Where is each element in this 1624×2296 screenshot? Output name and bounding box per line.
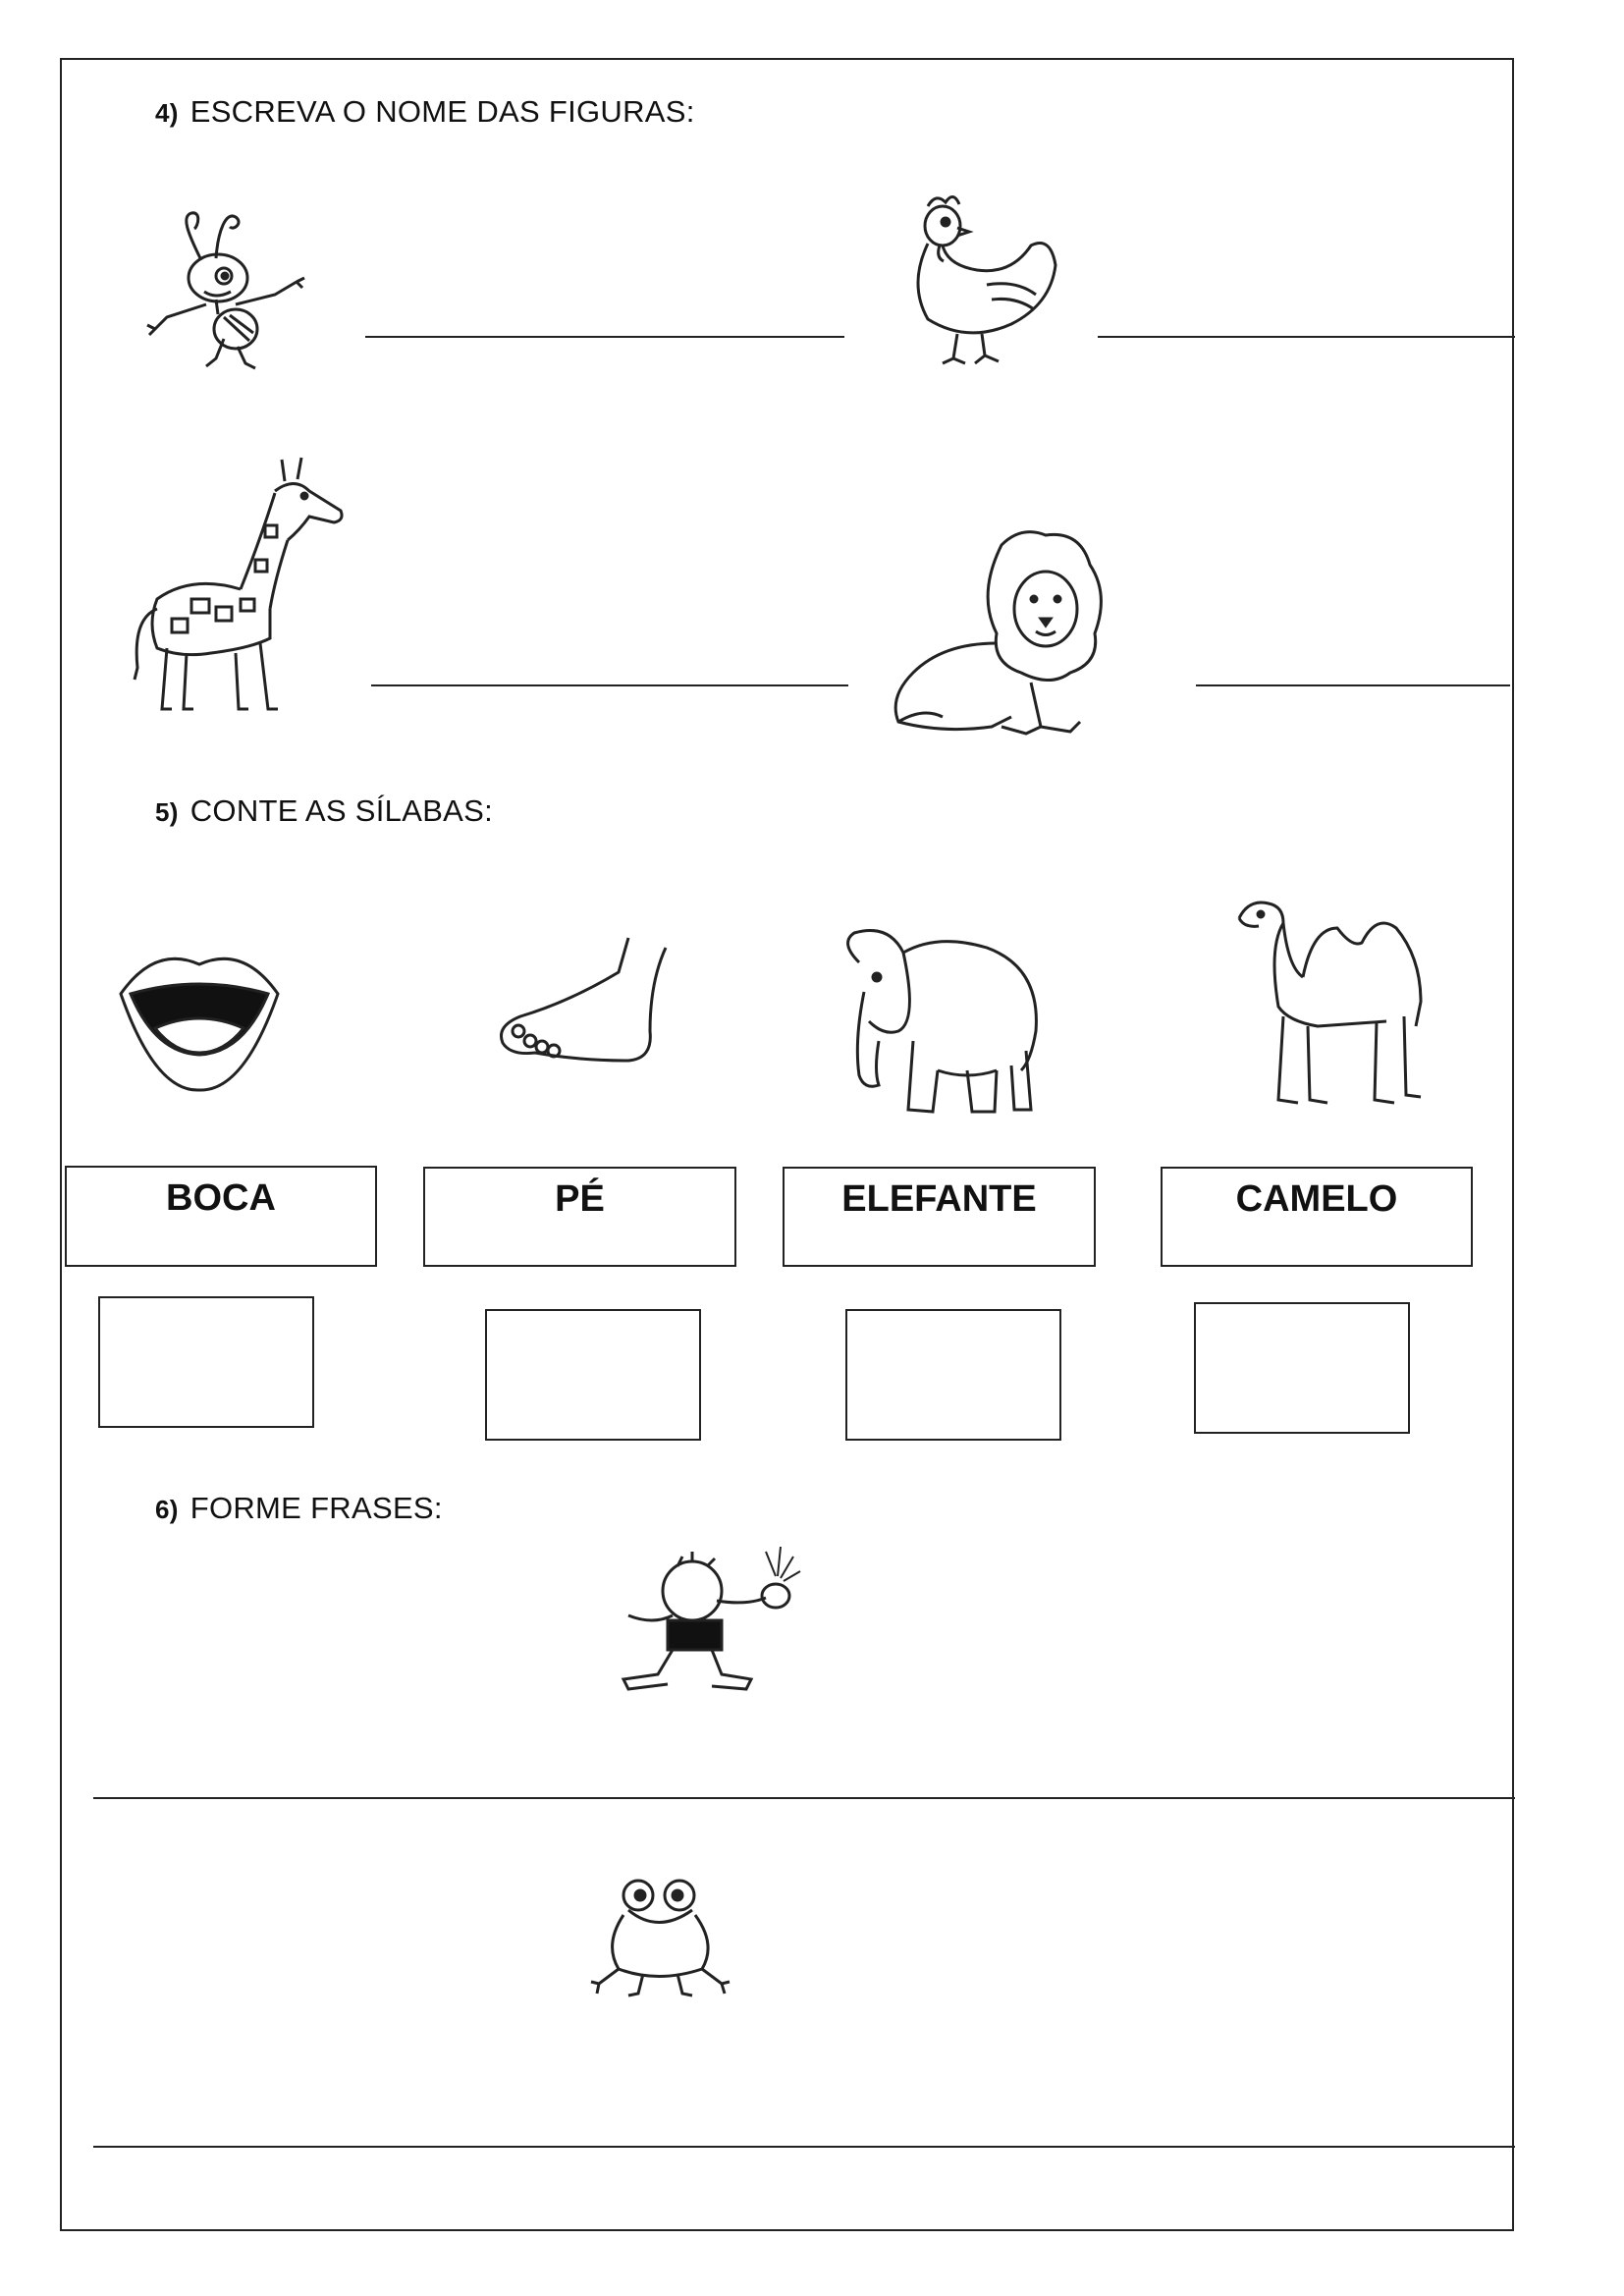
syllable-count-box-1[interactable] [98,1296,314,1428]
word-box-2 [423,1167,736,1267]
syllable-count-box-3[interactable] [845,1309,1061,1441]
camel-icon [1229,889,1431,1115]
question-5-heading [155,793,493,829]
question-number: 4) [155,98,179,128]
question-6-heading [155,1491,443,1526]
ant-icon [128,201,309,373]
word-boca: BOCA [166,1177,276,1219]
foot-icon [491,933,673,1075]
answer-line-hen[interactable] [1098,336,1515,338]
worksheet [60,58,1514,2231]
sentence-line-1[interactable] [93,1797,1515,1799]
hen-icon [889,187,1070,378]
word-box-1 [65,1166,377,1267]
elephant-icon [830,923,1051,1120]
question-4-heading [155,94,695,130]
syllable-count-box-2[interactable] [485,1309,701,1441]
answer-line-ant[interactable] [365,336,844,338]
word-box-3 [783,1167,1096,1267]
frog-icon [589,1876,731,1998]
lion-icon [884,525,1144,746]
boy-with-flowers-icon [609,1547,805,1694]
word-elefante: ELEFANTE [841,1178,1037,1220]
question-text: FORME FRASES: [189,1491,443,1525]
word-camelo: CAMELO [1235,1178,1398,1220]
question-text: CONTE AS SÍLABAS: [189,793,494,828]
giraffe-icon [113,452,358,722]
answer-line-giraffe[interactable] [371,684,848,686]
word-pe: PÉ [555,1178,605,1220]
mouth-icon [116,945,283,1092]
question-number: 6) [155,1495,179,1524]
syllable-count-box-4[interactable] [1194,1302,1410,1434]
word-box-4 [1161,1167,1473,1267]
question-text: ESCREVA O NOME DAS FIGURAS: [189,94,695,129]
question-number: 5) [155,797,179,827]
answer-line-lion[interactable] [1196,684,1510,686]
sentence-line-2[interactable] [93,2146,1515,2148]
